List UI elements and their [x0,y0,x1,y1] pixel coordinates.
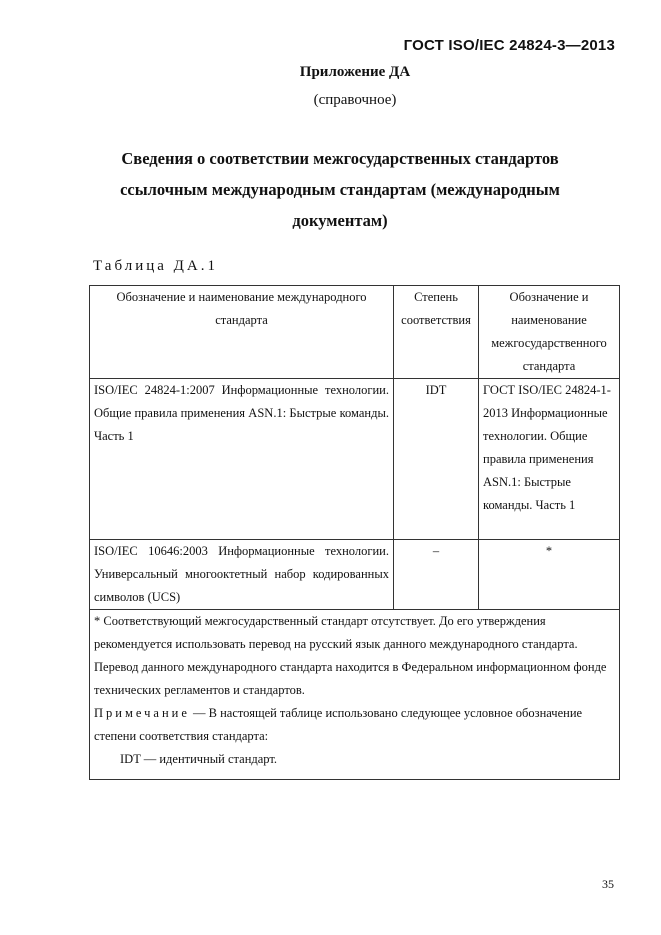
main-title [80,143,600,236]
footnote-cell [90,610,620,780]
table-header-row [90,286,620,379]
page-number: 35 [602,877,614,891]
header-degree-of-correspondence: Степень соответствия [394,286,479,379]
header-interstate-standard: Обозначение и наименование межгосударственного стандарта [479,286,620,379]
table-row [90,540,620,610]
cell-interstate-standard: * [479,540,620,610]
appendix-note: (справочное) [313,92,397,108]
table-row [90,379,620,540]
note-label: Примечание [94,706,190,720]
cell-international-standard: ISO/IEC 10646:2003 Информационные технологии. Универсальный многооктетный набор кодированных символов (UCS) [90,540,394,610]
main-title-line-3: документам) [292,211,388,230]
correspondence-table [89,285,620,780]
document-standard-code: ГОСТ ISO/IEC 24824-3—2013 [403,37,615,54]
cell-degree: IDT [394,379,479,540]
note-text: — В настоящей таблице использовано следующее условное обозначение степени соответствия стандарта: [94,706,583,743]
main-title-line-2: ссылочным международным стандартам (международным [120,180,560,199]
table-note [94,702,615,748]
appendix-title: Приложение ДА [299,64,411,80]
table-footnote-row [90,610,620,780]
legend-idt: IDT — идентичный стандарт. [120,752,278,766]
header-international-standard: Обозначение и наименование международного стандарта [90,286,394,379]
main-title-line-1: Сведения о соответствии межгосударственных стандартов [121,149,559,168]
cell-degree: – [394,540,479,610]
cell-interstate-standard: ГОСТ ISO/IEC 24824-1-2013 Информационные технологии. Общие правила применения ASN.1: Быстрые команды. Часть 1 [479,379,620,540]
cell-international-standard: ISO/IEC 24824-1:2007 Информационные технологии. Общие правила применения ASN.1: Быстрые команды. Часть 1 [90,379,394,540]
table-caption: Таблица ДА.1 [93,258,218,274]
footnote-text: * Соответствующий межгосударственный стандарт отсутствует. До его утверждения рекомендуется использовать перевод на русский язык данного международного стандарта. Перевод данного международного стандарта находится в Федеральном информационном фонде технических регламентов и стандартов. [94,614,607,697]
